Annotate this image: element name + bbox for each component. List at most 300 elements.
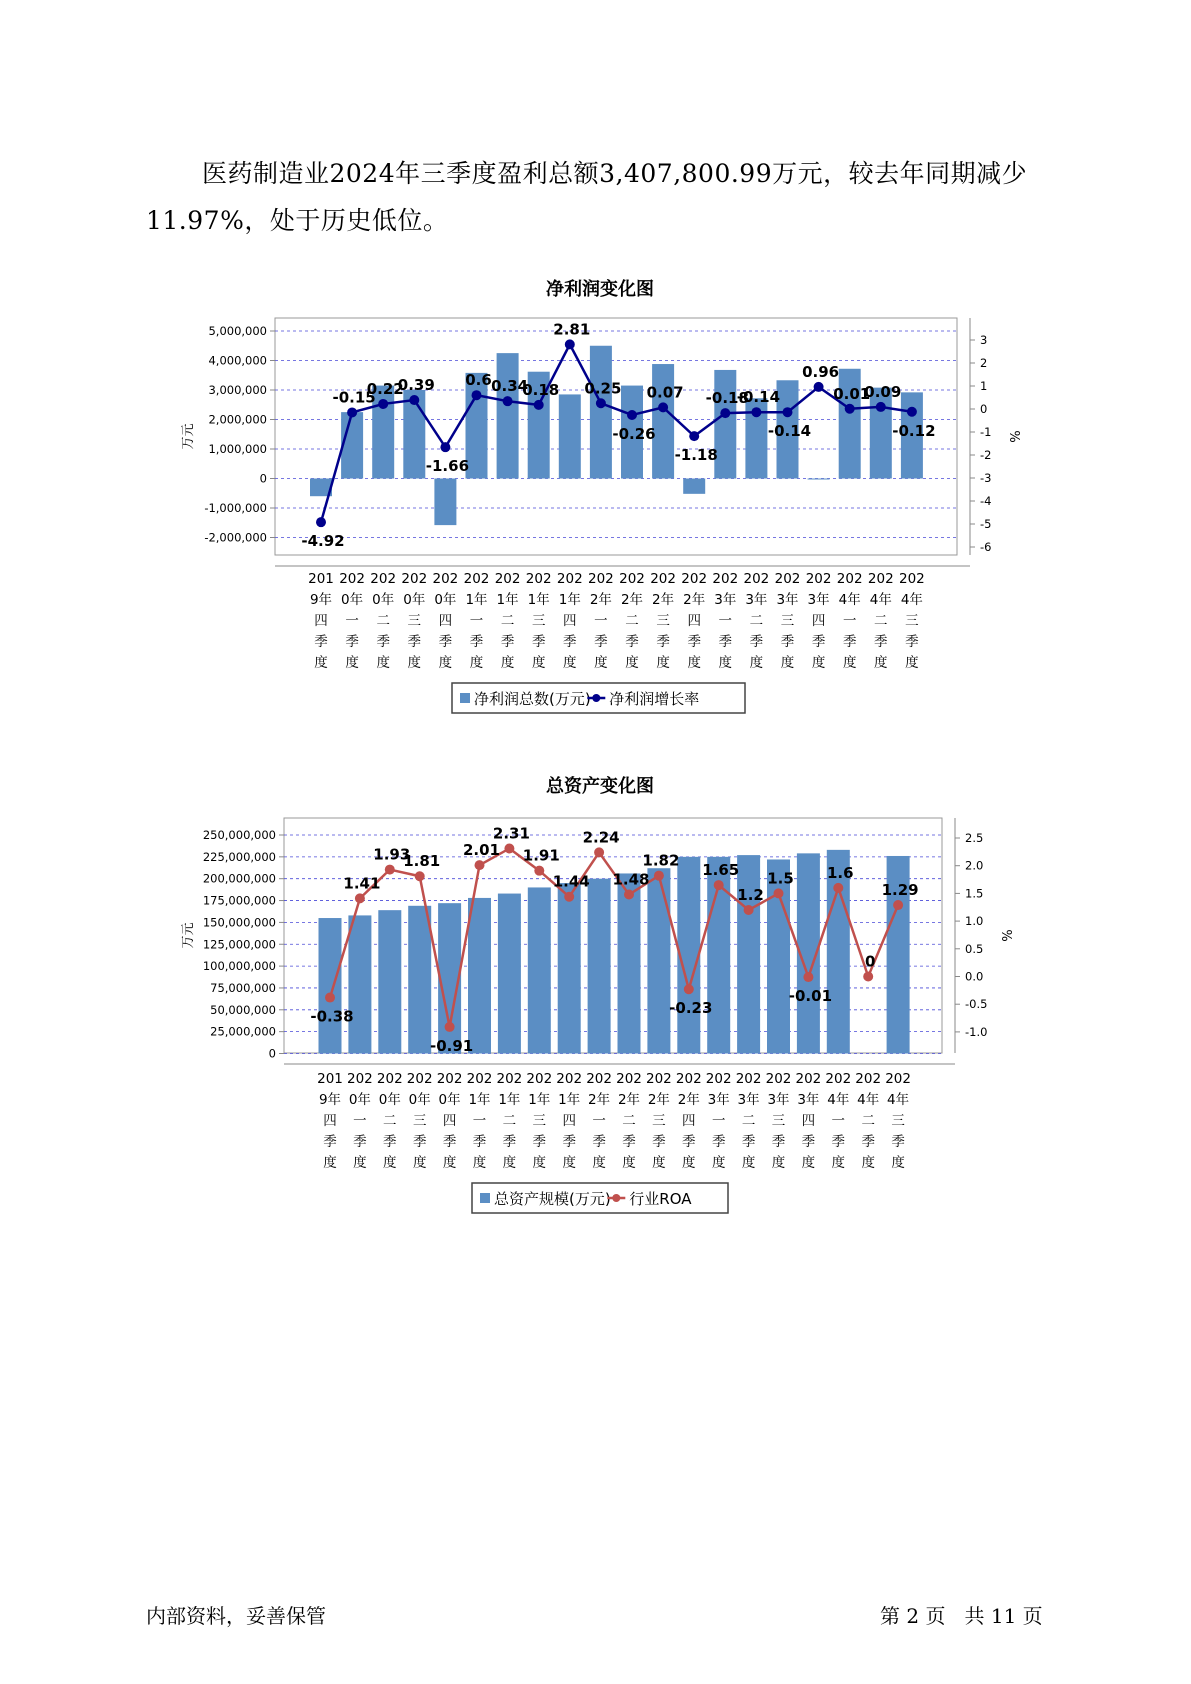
- x-tick-label-line: 度: [502, 1155, 517, 1171]
- x-tick-label-line: 季: [831, 1134, 846, 1150]
- x-tick-label-line: 2年: [588, 1092, 611, 1108]
- line-point: [833, 883, 843, 893]
- data-label: -1.18: [674, 446, 718, 465]
- data-label: 1.6: [827, 863, 854, 882]
- y2-tick-label: -5: [980, 517, 992, 531]
- x-tick-label-line: 度: [592, 1155, 606, 1171]
- x-tick-label-line: 0年: [434, 592, 457, 608]
- data-label: -0.14: [736, 388, 781, 407]
- bar: [528, 887, 551, 1053]
- x-tick-label-line: 度: [353, 1155, 367, 1171]
- data-label: 1.41: [343, 874, 381, 893]
- y2-tick-label: -1: [980, 425, 992, 439]
- line-point: [355, 893, 365, 903]
- bar: [618, 873, 641, 1053]
- y2-tick-label: 2: [980, 356, 988, 370]
- x-tick-label-line: 度: [771, 1155, 786, 1171]
- x-tick-label-line: 202: [432, 571, 459, 587]
- data-label: -0.18: [705, 389, 749, 408]
- x-tick-label-line: 202: [347, 1071, 373, 1087]
- legend-line-label: 净利润增长率: [609, 690, 700, 708]
- x-tick-label-line: 季: [801, 1134, 816, 1150]
- data-label: -0.15: [332, 388, 376, 407]
- data-label: 2.81: [553, 320, 591, 339]
- legend-bar-label: 净利润总数(万元): [474, 690, 591, 708]
- x-tick-label-line: 2年: [617, 1092, 641, 1108]
- bar: [378, 910, 401, 1053]
- y2-tick-label: -1.0: [965, 1024, 988, 1039]
- y-tick-label: 2,000,000: [208, 412, 267, 427]
- x-tick-label-line: 202: [836, 571, 863, 587]
- line-point: [594, 847, 604, 857]
- x-tick-label-line: 202: [376, 1071, 403, 1087]
- data-label: 1.5: [767, 869, 794, 888]
- x-tick-label-line: 202: [735, 1071, 762, 1087]
- x-tick-label-line: 二: [749, 613, 764, 629]
- x-tick-label-line: 季: [741, 1134, 756, 1150]
- summary-paragraph: 医药制造业2024年三季度盈利总额3,407,800.99万元，较去年同期减少11.97%，处于历史低位。: [146, 159, 1028, 235]
- y-tick-label: 125,000,000: [202, 937, 276, 952]
- x-tick-label-line: 度: [656, 655, 670, 671]
- x-tick-label-line: 0年: [348, 1092, 371, 1108]
- y2-tick-label: -2: [980, 448, 992, 462]
- bar: [408, 906, 431, 1054]
- x-tick-label-line: 1年: [465, 592, 488, 608]
- legend-bar-swatch: [480, 1193, 490, 1203]
- data-label: 1.29: [881, 881, 919, 900]
- x-tick-label-line: 二: [500, 613, 515, 629]
- x-tick-label-line: 三: [652, 1113, 666, 1129]
- x-tick-label-line: 四: [562, 1113, 576, 1129]
- x-tick-label-line: 三: [780, 613, 795, 629]
- x-tick-label-line: 度: [472, 1155, 487, 1171]
- x-tick-label-line: 季: [771, 1134, 786, 1150]
- x-tick-label-line: 季: [842, 634, 857, 650]
- x-tick-label-line: 二: [741, 1113, 756, 1129]
- x-tick-label-line: 1年: [496, 592, 519, 608]
- y-tick-label: 225,000,000: [202, 849, 276, 864]
- x-tick-label-line: 3年: [797, 1092, 820, 1108]
- y2-tick-label: -4: [980, 494, 992, 508]
- legend-line-marker: [612, 1194, 620, 1202]
- bar: [588, 879, 611, 1054]
- x-tick-label-line: 度: [412, 1155, 427, 1171]
- x-tick-label-line: 2年: [677, 1092, 700, 1108]
- x-tick-label-line: 202: [646, 1071, 672, 1087]
- y-tick-label: 250,000,000: [202, 828, 276, 842]
- x-tick-label-line: 202: [556, 1071, 583, 1087]
- x-tick-label-line: 202: [370, 571, 397, 587]
- x-tick-label-line: 202: [406, 1071, 433, 1087]
- x-tick-label-line: 一: [711, 1113, 726, 1129]
- data-label: 0.96: [802, 362, 840, 381]
- x-tick-label-line: 季: [594, 634, 608, 650]
- line-point: [385, 865, 395, 875]
- y-tick-label: 1,000,000: [208, 442, 267, 456]
- x-tick-label: [317, 1071, 343, 1171]
- data-label: -0.12: [892, 421, 936, 440]
- data-label: 0: [864, 952, 876, 971]
- x-tick-label-line: 度: [652, 1155, 666, 1171]
- x-tick-label-line: 季: [383, 1134, 397, 1150]
- x-tick-label-line: 202: [494, 571, 521, 587]
- x-tick-label-line: 一: [472, 1113, 487, 1129]
- x-tick-label-line: 季: [412, 1134, 427, 1150]
- data-label: -0.38: [310, 1007, 354, 1026]
- x-tick-label-line: 3年: [745, 592, 768, 608]
- x-tick-label-line: 度: [407, 655, 422, 671]
- x-tick-label: [497, 1071, 523, 1171]
- chart-title: 净利润变化图: [546, 279, 654, 300]
- x-tick-label-line: 4年: [900, 592, 923, 608]
- data-label: -0.14: [767, 422, 812, 441]
- y2-tick-label: 3: [980, 333, 988, 347]
- x-tick-label-line: 三: [905, 613, 919, 629]
- x-tick-label-line: 2年: [620, 592, 644, 608]
- x-tick-label: [796, 1071, 822, 1171]
- x-tick-label-line: 度: [323, 1155, 337, 1171]
- x-tick-label-line: 202: [805, 571, 832, 587]
- x-tick-label-line: 二: [383, 1113, 397, 1129]
- line-point: [475, 860, 485, 870]
- x-tick-label-line: 季: [531, 634, 546, 650]
- x-tick-label-line: 四: [323, 1113, 337, 1129]
- data-label: -0.23: [669, 999, 713, 1018]
- x-tick-label-line: 202: [855, 1071, 882, 1087]
- x-tick-label-line: 季: [563, 634, 577, 650]
- line-point: [714, 880, 724, 890]
- x-tick-label-line: 4年: [857, 1092, 880, 1108]
- x-tick-label-line: 度: [376, 655, 390, 671]
- x-tick-label-line: 202: [401, 571, 428, 587]
- x-tick-label-line: 202: [556, 571, 583, 587]
- y-tick-label: 50,000,000: [210, 1002, 276, 1017]
- x-tick-label-line: 度: [749, 655, 764, 671]
- data-label: 1.93: [373, 845, 411, 864]
- x-tick-label-line: 一: [842, 613, 857, 629]
- x-tick-label: [467, 1071, 493, 1171]
- x-tick-label-line: 度: [622, 1155, 636, 1171]
- line-point: [803, 972, 813, 982]
- x-tick-label-line: 四: [438, 613, 453, 629]
- x-tick-label: [347, 1071, 373, 1171]
- x-tick-label-line: 季: [345, 634, 359, 650]
- y-tick-label: 0: [268, 1046, 276, 1061]
- x-tick-label-line: 季: [472, 1134, 487, 1150]
- x-tick-label-line: 1年: [468, 1092, 491, 1108]
- data-label: 2.24: [582, 828, 620, 847]
- x-tick-label: [616, 1071, 642, 1171]
- x-tick-label-line: 202: [650, 571, 676, 587]
- x-tick-label: [885, 1071, 911, 1171]
- y2-tick-label: 1.5: [965, 886, 984, 901]
- x-tick-label-line: 201: [317, 1071, 343, 1087]
- y2-tick-label: 2.0: [965, 858, 984, 873]
- x-tick-label-line: 0年: [438, 1092, 461, 1108]
- line-point: [774, 888, 784, 898]
- x-tick-label-line: 二: [502, 1113, 517, 1129]
- x-tick-label-line: 3年: [737, 1092, 760, 1108]
- bar: [647, 868, 670, 1053]
- x-tick-label-line: 202: [795, 1071, 822, 1087]
- x-tick-label-line: 0年: [408, 1092, 431, 1108]
- bar: [319, 918, 342, 1053]
- x-tick-label-line: 度: [831, 1155, 846, 1171]
- y-tick-label: -1,000,000: [204, 501, 267, 515]
- y2-tick-label: -0.5: [965, 997, 988, 1012]
- x-tick-label-line: 一: [469, 613, 484, 629]
- x-tick-label-line: 度: [532, 1155, 547, 1171]
- x-tick-label: [676, 1071, 702, 1171]
- x-tick-label-line: 度: [718, 655, 733, 671]
- data-label: 0.34: [491, 377, 529, 396]
- y-tick-label: 0: [259, 471, 267, 486]
- data-label: 0.25: [584, 379, 622, 398]
- x-tick-label-line: 3年: [807, 592, 830, 608]
- x-tick-label-line: 季: [502, 1134, 517, 1150]
- x-tick-label: [855, 1071, 881, 1171]
- x-tick-label-line: 度: [874, 655, 888, 671]
- y-tick-label: 200,000,000: [202, 871, 276, 886]
- x-tick-label-line: 度: [801, 1155, 816, 1171]
- x-tick-label-line: 季: [891, 1134, 905, 1150]
- x-tick-label-line: 季: [353, 1134, 367, 1150]
- x-tick-label-line: 季: [438, 634, 453, 650]
- x-tick-label-line: 度: [314, 655, 328, 671]
- x-tick-label-line: 一: [353, 1113, 367, 1129]
- y-tick-label: 4,000,000: [208, 353, 267, 368]
- x-tick-label-line: 四: [687, 613, 701, 629]
- data-label: 1.91: [522, 846, 560, 865]
- x-tick-label-line: 3年: [776, 592, 799, 608]
- x-tick-label-line: 0年: [341, 592, 364, 608]
- x-tick-label-line: 季: [562, 1134, 576, 1150]
- y-tick-label: 175,000,000: [202, 893, 276, 908]
- x-tick-label-line: 一: [831, 1113, 846, 1129]
- data-label: 2.31: [492, 824, 530, 843]
- line-point: [893, 900, 903, 910]
- x-tick-label-line: 四: [314, 613, 328, 629]
- x-tick-label-line: 季: [469, 634, 484, 650]
- x-tick-label-line: 季: [687, 634, 701, 650]
- x-tick-label-line: 202: [586, 1071, 612, 1087]
- x-tick-label-line: 202: [496, 1071, 523, 1087]
- line-point: [654, 871, 664, 881]
- x-tick-label-line: 202: [616, 1071, 642, 1087]
- data-label: 0.22: [366, 379, 404, 398]
- legend-line-label: 行业ROA: [629, 1190, 692, 1208]
- data-label: 2.01: [462, 841, 501, 860]
- x-tick-label-line: 202: [899, 571, 925, 587]
- x-tick-label-line: 四: [811, 613, 826, 629]
- x-tick-label: [586, 1071, 612, 1171]
- x-tick-label-line: 三: [532, 1113, 547, 1129]
- x-tick-label-line: 二: [625, 613, 639, 629]
- y2-axis-label: %: [1006, 430, 1021, 443]
- x-tick-label-line: 三: [531, 613, 546, 629]
- x-tick-label-line: 202: [339, 571, 365, 587]
- x-tick-label-line: 度: [811, 655, 826, 671]
- x-tick-label-line: 4年: [838, 592, 861, 608]
- x-tick-label-line: 202: [825, 1071, 852, 1087]
- data-label: 1.82: [642, 851, 680, 870]
- y2-tick-label: -6: [980, 540, 992, 554]
- x-tick-label-line: 二: [376, 613, 390, 629]
- x-tick-label-line: 202: [885, 1071, 911, 1087]
- x-tick-label-line: 四: [801, 1113, 816, 1129]
- x-tick-label-line: 0年: [378, 1092, 401, 1108]
- x-tick-label-line: 4年: [869, 592, 892, 608]
- x-tick-label-line: 202: [588, 571, 614, 587]
- x-tick-label-line: 202: [867, 571, 894, 587]
- x-tick-label-line: 2年: [647, 1092, 670, 1108]
- x-tick-label-line: 202: [463, 571, 490, 587]
- x-tick-label-line: 3年: [767, 1092, 790, 1108]
- x-tick-label-line: 三: [891, 1113, 905, 1129]
- y2-tick-label: 1.0: [965, 914, 984, 929]
- x-tick-label-line: 二: [861, 1113, 875, 1129]
- line-point: [415, 871, 425, 881]
- x-tick-label: [825, 1071, 851, 1171]
- bar: [558, 883, 581, 1053]
- x-tick-label-line: 季: [407, 634, 422, 650]
- x-tick-label-line: 202: [743, 571, 770, 587]
- x-tick-label: [736, 1071, 762, 1171]
- data-label: 0.07: [646, 383, 684, 402]
- line-point: [684, 984, 694, 994]
- x-tick-label-line: 度: [891, 1155, 905, 1171]
- x-tick-label-line: 季: [314, 634, 328, 650]
- bar: [498, 894, 521, 1054]
- x-tick-label-line: 季: [811, 634, 826, 650]
- x-tick-label-line: 季: [861, 1134, 875, 1150]
- x-tick-label-line: 202: [705, 1071, 732, 1087]
- y-tick-label: -2,000,000: [204, 530, 267, 545]
- x-tick-label-line: 1年: [527, 592, 550, 608]
- x-tick-label-line: 度: [563, 655, 577, 671]
- data-label: 1.44: [552, 872, 590, 891]
- x-tick-label: [706, 1071, 732, 1171]
- x-tick-label-line: 度: [594, 655, 608, 671]
- x-tick-label-line: 3年: [707, 1092, 730, 1108]
- x-tick-label-line: 季: [652, 1134, 666, 1150]
- x-tick-label-line: 一: [718, 613, 733, 629]
- data-label: 0.6: [465, 371, 492, 390]
- data-label: -4.92: [301, 532, 345, 551]
- x-tick-label-line: 度: [469, 655, 484, 671]
- x-tick-label-line: 三: [771, 1113, 786, 1129]
- y-tick-label: 150,000,000: [202, 915, 276, 930]
- data-label: 1.2: [737, 886, 764, 905]
- x-tick-label-line: 202: [765, 1071, 792, 1087]
- x-tick-label: [437, 1071, 463, 1171]
- x-tick-label-line: 度: [562, 1155, 576, 1171]
- y-tick-label: 75,000,000: [210, 980, 276, 995]
- x-tick-label-line: 四: [442, 1113, 457, 1129]
- y2-tick-label: 2.5: [965, 831, 984, 845]
- x-tick-label-line: 度: [780, 655, 795, 671]
- x-tick-label-line: 四: [682, 1113, 696, 1129]
- bar: [737, 855, 760, 1053]
- x-tick-label-line: 度: [842, 655, 857, 671]
- x-tick-label-line: 202: [675, 1071, 702, 1087]
- data-label: 0.09: [864, 382, 902, 401]
- x-tick-label-line: 4年: [887, 1092, 910, 1108]
- x-tick-label-line: 1年: [558, 1092, 581, 1108]
- x-tick-label-line: 201: [308, 571, 334, 587]
- x-tick-label-line: 季: [682, 1134, 696, 1150]
- x-tick-label-line: 度: [383, 1155, 397, 1171]
- x-tick-label-line: 季: [656, 634, 670, 650]
- data-label: 0.39: [397, 376, 435, 395]
- x-tick-label-line: 202: [619, 571, 645, 587]
- x-tick-label-line: 季: [874, 634, 888, 650]
- x-tick-label-line: 2年: [589, 592, 612, 608]
- y2-axis-label: %: [998, 929, 1013, 942]
- line-point: [564, 892, 574, 902]
- data-label: 1.48: [612, 870, 650, 889]
- y2-tick-label: 1: [980, 379, 988, 393]
- x-tick-label-line: 季: [323, 1134, 337, 1150]
- y2-tick-label: -3: [980, 471, 992, 485]
- x-tick-label-line: 度: [531, 655, 546, 671]
- x-tick-label-line: 三: [407, 613, 422, 629]
- bar: [348, 915, 371, 1053]
- x-tick-label-line: 季: [718, 634, 733, 650]
- line-point: [504, 844, 514, 854]
- x-tick-label-line: 四: [563, 613, 577, 629]
- line-point: [744, 905, 754, 915]
- x-tick-label-line: 202: [681, 571, 708, 587]
- legend: [472, 1183, 728, 1213]
- y-tick-label: 25,000,000: [210, 1024, 276, 1039]
- x-tick-label-line: 0年: [403, 592, 426, 608]
- line-point: [325, 993, 335, 1003]
- x-tick-label: [556, 1071, 582, 1171]
- x-tick-label-line: 202: [712, 571, 739, 587]
- chart-title: 总资产变化图: [546, 776, 654, 797]
- x-tick-label-line: 1年: [528, 1092, 551, 1108]
- y2-tick-label: 0.0: [965, 969, 984, 984]
- footer-confidential-note: 内部资料，妥善保管: [146, 1604, 326, 1628]
- y2-tick-label: 0.5: [965, 941, 984, 956]
- x-tick-label-line: 4年: [827, 1092, 850, 1108]
- y-tick-label: 5,000,000: [208, 324, 267, 338]
- x-tick-label-line: 202: [774, 571, 801, 587]
- data-label: -1.66: [425, 457, 470, 476]
- x-tick-label-line: 202: [525, 571, 552, 587]
- x-tick-label-line: 度: [861, 1155, 875, 1171]
- x-tick-label-line: 2年: [683, 592, 706, 608]
- x-tick-label: [526, 1071, 552, 1171]
- data-label: -0.91: [429, 1036, 474, 1055]
- line-point: [624, 890, 634, 900]
- x-tick-label: [646, 1071, 672, 1171]
- line-point: [534, 866, 544, 876]
- x-tick-label-line: 季: [592, 1134, 606, 1150]
- x-tick-label-line: 0年: [372, 592, 395, 608]
- x-tick-label-line: 季: [749, 634, 764, 650]
- x-tick-label: [407, 1071, 433, 1171]
- x-tick-label-line: 季: [711, 1134, 726, 1150]
- y2-tick-label: 0: [980, 402, 988, 416]
- x-tick-label-line: 三: [412, 1113, 427, 1129]
- bar: [468, 898, 491, 1054]
- x-tick-label: [377, 1071, 403, 1171]
- x-tick-label-line: 度: [345, 655, 359, 671]
- y-axis-label: 万元: [181, 922, 196, 949]
- line-point: [445, 1022, 455, 1032]
